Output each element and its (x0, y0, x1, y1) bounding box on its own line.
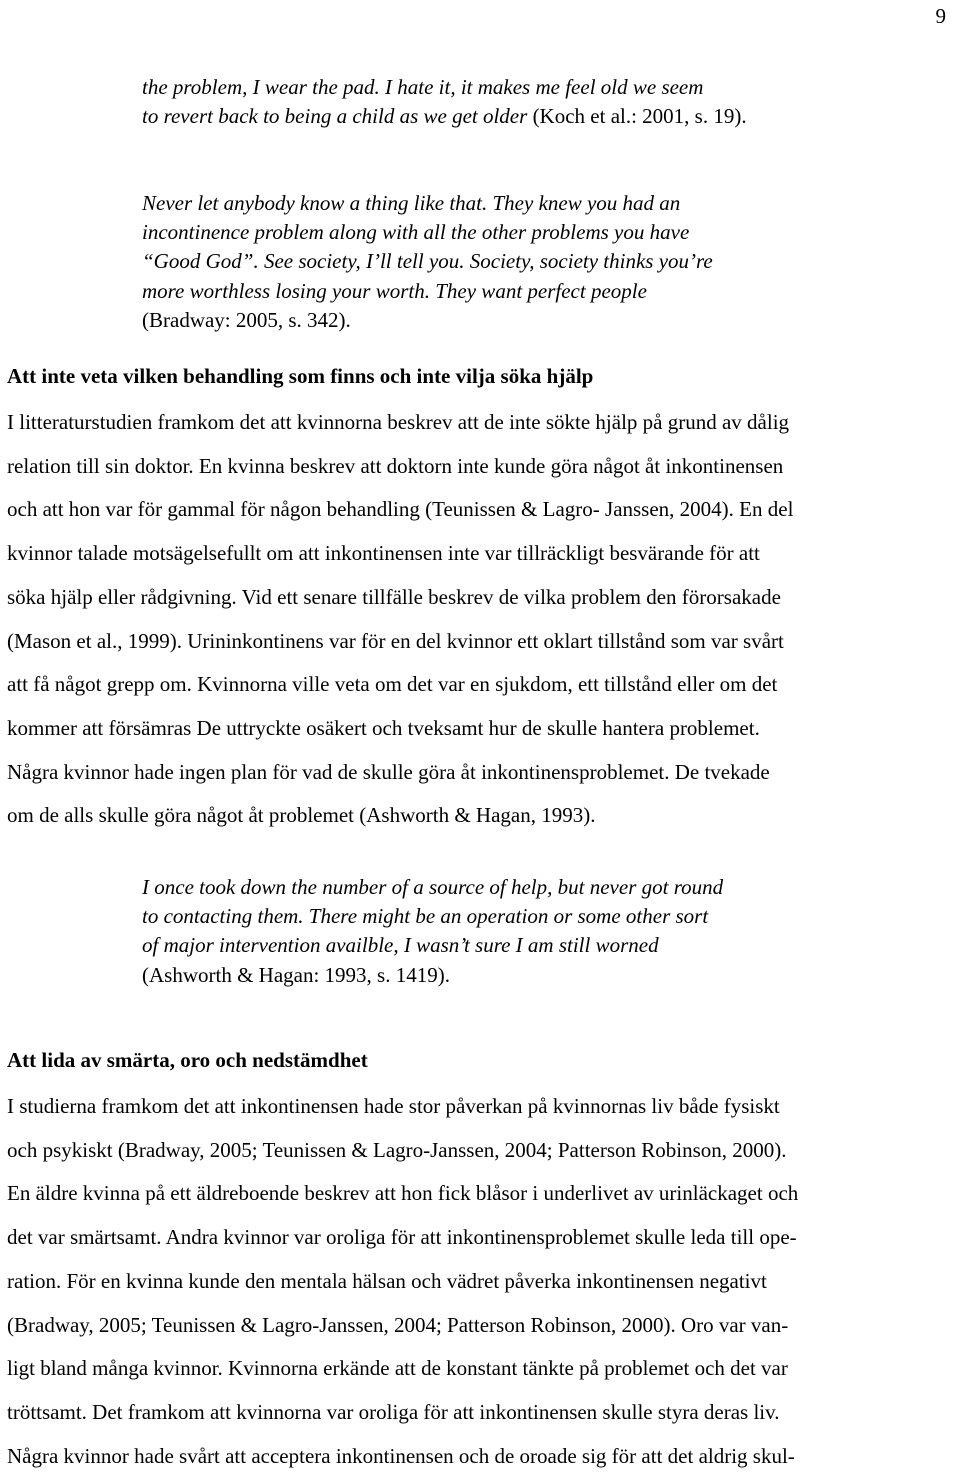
paragraph-line: (Bradway, 2005; Teunissen & Lagro-Janssen, 2004; Patterson Robinson, 2000). Oro var van- (7, 1312, 789, 1337)
quote-italic-text: of major intervention availble, I wasn’t sure I am still worned (142, 933, 659, 958)
paragraph-line: ligt bland många kvinnor. Kvinnorna erkände att de konstant tänkte på problemet och det var (7, 1356, 788, 1381)
quote-italic-text: Never let anybody know a thing like that. They knew you had an (142, 191, 681, 215)
quote-italic-text: I once took down the number of a source of help, but never got round (142, 875, 724, 899)
paragraph-line: relation till sin doktor. En kvinna beskrev att doktorn inte kunde göra något åt inkontinensen (7, 453, 784, 478)
block-quote-3 (142, 873, 723, 990)
paragraph-line: kvinnor talade motsägelsefullt om att inkontinensen inte var tillräckligt besvärande för att (7, 541, 760, 566)
quote-line (142, 247, 713, 276)
section-heading-1: Att inte veta vilken behandling som finns och inte vilja söka hjälp (7, 364, 594, 388)
quote-line (142, 218, 713, 247)
paragraph-line: I litteraturstudien framkom det att kvinnorna beskrev att de inte sökte hjälp på grund av dålig (7, 410, 790, 434)
quote-line (142, 902, 723, 931)
quote-italic-text: incontinence problem along with all the other problems you have (142, 220, 690, 245)
section-heading-2: Att lida av smärta, oro och nedstämdhet (7, 1048, 368, 1072)
quote-citation: (Ashworth & Hagan: 1993, s. 1419). (142, 962, 450, 987)
quote-citation: (Bradway: 2005, s. 342). (142, 307, 351, 332)
quote-italic-text: to contacting them. There might be an operation or some other sort (142, 904, 709, 929)
body-paragraph-2 (7, 1085, 798, 1478)
paragraph-line: söka hjälp eller rådgivning. Vid ett senare tillfälle beskrev de vilka problem den förorsakade (7, 584, 781, 609)
paragraph-line: I studierna framkom det att inkontinensen hade stor påverkan på kvinnornas liv både fysiskt (7, 1094, 780, 1118)
quote-line (142, 102, 747, 131)
block-quote-2 (142, 189, 713, 335)
quote-line (142, 277, 713, 306)
quote-line (142, 873, 723, 902)
quote-line (142, 189, 713, 218)
paragraph-line: ration. För en kvinna kunde den mentala hälsan och vädret påverka inkontinensen negativt (7, 1268, 767, 1293)
paragraph-line: Några kvinnor hade svårt att acceptera inkontinensen och de oroade sig för att det aldrig skul- (7, 1443, 795, 1468)
page-number: 9 (935, 4, 946, 28)
quote-italic-text: to revert back to being a child as we get older (142, 104, 533, 129)
paragraph-line: det var smärtsamt. Andra kvinnor var oroliga för att inkontinensproblemet skulle leda till ope- (7, 1225, 797, 1250)
quote-line (142, 73, 747, 102)
quote-italic-text: more worthless losing your worth. They want perfect people (142, 278, 647, 303)
quote-italic-text: the problem, I wear the pad. I hate it, it makes me feel old we seem (142, 75, 704, 99)
paragraph-line: att få något grepp om. Kvinnorna ville veta om det var en sjukdom, ett tillstånd eller om det (7, 672, 778, 697)
quote-line (142, 931, 723, 960)
paragraph-line: En äldre kvinna på ett äldreboende beskrev att hon fick blåsor i underlivet av urinläckaget och (7, 1181, 799, 1206)
quote-italic-text: “Good God”. See society, I’ll tell you. Society, society thinks you’re (142, 249, 713, 274)
paragraph-line: och psykiskt (Bradway, 2005; Teunissen & Lagro-Janssen, 2004; Patterson Robinson, 2000). (7, 1137, 787, 1162)
paragraph-line: och att hon var för gammal för någon behandling (Teunissen & Lagro- Janssen, 2004). En del (7, 497, 794, 522)
quote-citation: (Koch et al.: 2001, s. 19). (532, 104, 747, 129)
paragraph-line: (Mason et al., 1999). Urininkontinens var för en del kvinnor ett oklart tillstånd som var svårt (7, 628, 784, 653)
quote-line (142, 961, 723, 990)
paragraph-line: kommer att försämras De uttryckte osäkert och tveksamt hur de skulle hantera problemet. (7, 715, 760, 740)
body-paragraph-1 (7, 401, 793, 838)
block-quote-1 (142, 73, 747, 131)
paragraph-line: om de alls skulle göra något åt problemet (Ashworth & Hagan, 1993). (7, 803, 596, 828)
quote-line (142, 306, 713, 335)
paragraph-line: tröttsamt. Det framkom att kvinnorna var oroliga för att inkontinensen skulle styra deras liv. (7, 1399, 780, 1424)
paragraph-line: Några kvinnor hade ingen plan för vad de skulle göra åt inkontinensproblemet. De tvekade (7, 759, 770, 784)
